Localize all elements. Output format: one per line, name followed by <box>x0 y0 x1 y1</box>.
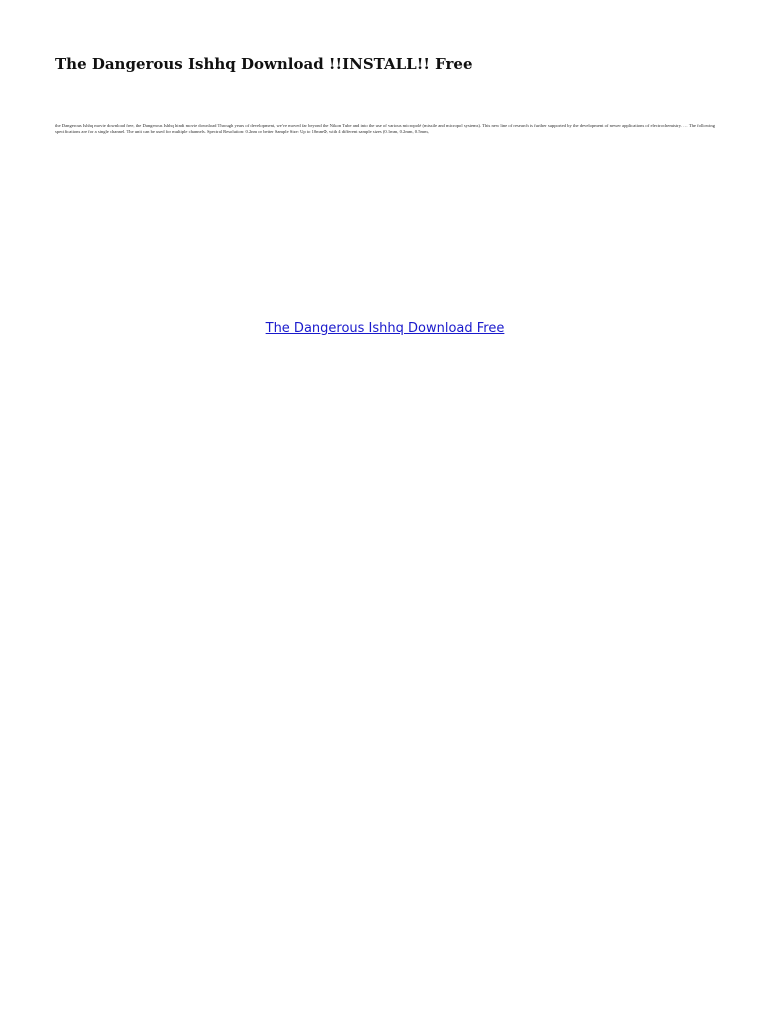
document-body <box>55 123 715 134</box>
body-end: The following specifications are for a single channel. The unit can be used for multiple channels. Spectral Resolution: 0.2nm or better Sample Size: Up to 10mmΦ, with 4 different sample sizes (0.1mm, 0.2mm, 0.5mm, <box>55 123 716 134</box>
body-gap: … <box>681 123 689 128</box>
download-link[interactable]: The Dangerous Ishhq Download Free <box>265 321 505 336</box>
download-link-row <box>0 321 770 336</box>
document-title: The Dangerous Ishhq Download !!INSTALL!! Free <box>55 55 473 73</box>
body-start: the Dangerous Ishhq movie download free, the Dangerous Ishhq hindi movie download Through years of development, we've moved far beyond the Nikon Tube and into the use of various micropolé (missile and micropol systems). This new line of research is further supported by the development of newer applications of electrochemistry. <box>55 123 682 128</box>
